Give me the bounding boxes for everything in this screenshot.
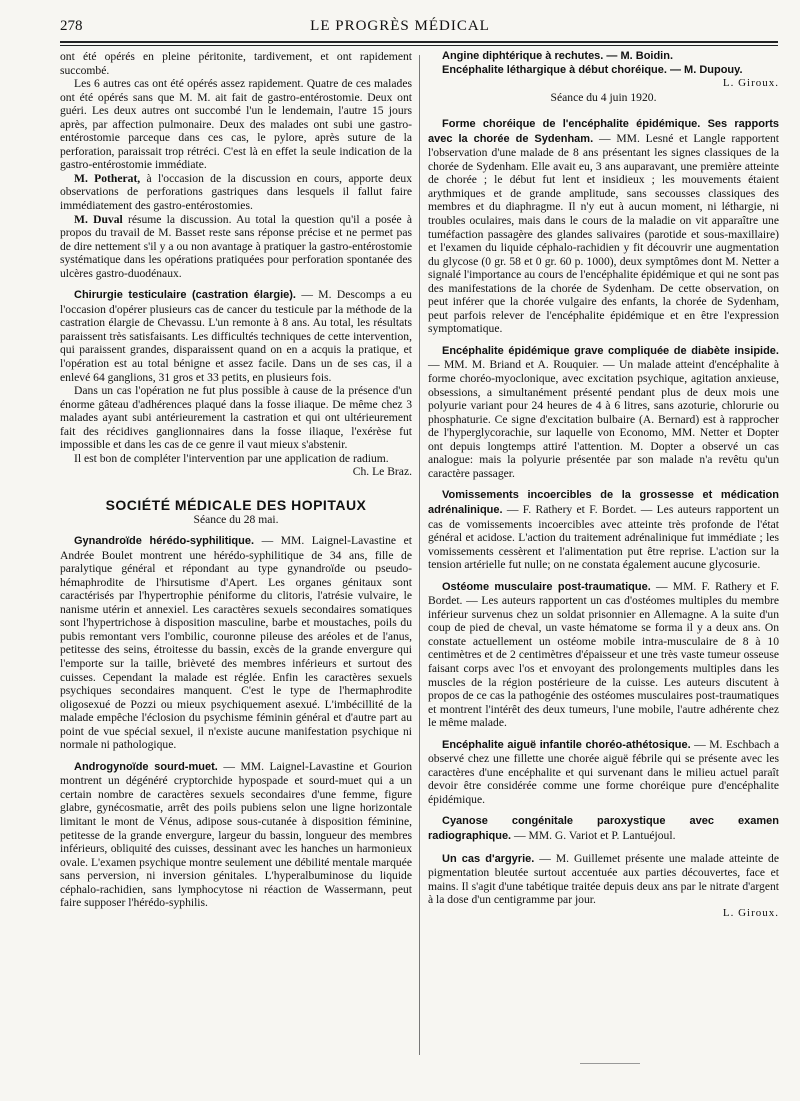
entry-chirurgie: Chirurgie testiculaire (castration élargie). — M. Descomps a eu l'occasion d'opérer plusieurs cas de cancer du testicule par la méthode de la castration élargie de Chevassu. L'un remonte à 8 ans. Au total, les résultats paraissent très satisfaisants. Les difficultés techniques de cette intervention, qui paraissent grandes, disparaissent quand on en a acquis la pratique, et l'opération est au total bénigne et assez facile. Dans un de ses cas, il a enlevé 64 ganglions, 31 gros et 33 petits, en plusieurs fois. xyxy=(60,288,412,384)
session-date: Séance du 28 mai. xyxy=(193,512,279,526)
left-column xyxy=(60,50,412,910)
entry-title: Encéphalite épidémique grave compliquée de diabète insipide. xyxy=(442,344,779,357)
entry-diabete-insipide: Encéphalite épidémique grave compliquée de diabète insipide. — MM. M. Briand et A. Rouquier. — Un malade atteint d'encéphalite à forme choréo-myoclonique, avec excitation psychique, agitation anxieuse, obsessions, a simultanément présenté pendant plus de deux mois une polyurie variant pour 24 heures de 4 à 6 litres, sans azoturie, chlorurie ou phosphaturie. Ce signe d'excitation bulbaire (A. Bernard) est à rapprocher de l'hyperglycorachie, sur laquelle von Economo, MM. Netter et Dopter ont depuis longtemps attiré l'attention. M. Dopter a observé un cas analogue: mais la polyurie présentée par son malade n'a revêtu qu'un caractère passager. xyxy=(428,344,779,480)
entry-encephalite-infantile: Encéphalite aiguë infantile choréo-athétosique. — M. Eschbach a observé chez une fillette une chorée aiguë fébrile qui se présente avec les caractères d'une encéphalite et qui survenant dans le milieu actuel paraît devoir être considérée comme une forme choréique pure d'encéphalite épidémique. xyxy=(428,737,779,806)
entry-title: Encéphalite aiguë infantile choréo-athétosique. xyxy=(442,738,691,751)
entry-encephalite-choree: Encéphalite léthargique à début choréique. — M. Dupouy. xyxy=(442,63,743,76)
entry-argyrie: Un cas d'argyrie. — M. Guillemet présente une malade atteinte de pigmentation bleutée surtout accentuée aux parties découvertes, face et mains. Il s'agit d'une tabétique traitée depuis deux ans par le nitrate d'argent à la dose d'un centigramme par jour. xyxy=(428,851,779,907)
signature: Ch. Le Braz. xyxy=(352,465,412,479)
author-name: M. Potherat, xyxy=(74,171,141,185)
page-number: 278 xyxy=(60,18,83,34)
paragraph: Dans un cas l'opération ne fut plus possible à cause de la présence d'un énorme gâteau d'adhérences plaqué dans la fosse iliaque. De même chez 3 malades ayant subi antérieurement la castration et qui ont ultérieurement fait des récidives ganglionnaires dans la fosse iliaque, l'exérèse fut impossible et dans les cas de ce genre il vaut mieux s'abstenir. xyxy=(60,384,412,452)
entry-forme-choreique: Forme choréique de l'encéphalite épidémique. Ses rapports avec la chorée de Sydenham. — MM. Lesné et Langle rapportent l'observation d'une malade de 8 ans présentant les signes classiques de la chorée de Sydenham. Elle avait eu, 3 ans auparavant, une première atteinte de chorée ; le début fut lent et insidieux ; les mouvements étaient arythmiques et de grande amplitude, sans secousses classiques des membres et du diaphragme. Il n'y eut à aucun moment, ni léthargie, ni troubles oculaires, mais dans le cours de la maladie on vit apparaître une tuméfaction passagère des glandes salivaires (parotide et sous-maxillaire) et l'examen du liquide céphalo-rachidien y fit découvrir une augmentation du glycose (0 gr. 58 et 0 gr. 60 p. 1000), deux symptômes dont M. Netter a signalé l'importance au cours de l'encéphalite épidémique et qui ne sont pas des manifestations de la chorée de Sydenham. De cette observation, on peut inférer que la chorée vulgaire des enfants, la chorée de Sydenham, peut parfois relever de l'encéphalite épidémique et en être l'expression symptomatique. xyxy=(428,118,779,336)
signature: L. Giroux. xyxy=(722,906,779,919)
entry-cyanose: Cyanose congénitale paroxystique avec examen radiographique. — MM. G. Variot et P. Lantuéjoul. xyxy=(428,815,779,842)
right-column xyxy=(428,50,779,920)
header-rule-thin xyxy=(60,45,778,46)
column-divider xyxy=(419,55,420,1055)
entry-angine: Angine diphtérique à rechutes. — M. Boidin. xyxy=(442,50,674,62)
signature: L. Giroux. xyxy=(722,77,779,90)
entry-gynandroide: Gynandroïde hérédo-syphilitique. — MM. Laignel-Lavastine et Andrée Boulet montrent une hérédo-syphilitique de 34 ans, fille de paralytique général et répondant au type gynandroïde ou pseudo-hémaphrodite de l'hirsutisme d'Apert. Les organes génitaux sont caractérisés par l'hypertrophie péniforme du clitoris, l'atrésie vulvaire, le nanisme utérin et annexiel. Les caractères sexuels secondaires somatiques sont l'hypertrichose à disposition masculine, barbe et moustaches, poils du pubis remontant vers l'ombilic, couronne pileuse des aréoles et de l'anus, petitesse des seins, étroitesse du bassin, excès de la grande envergure qui l'emporte sur la taille, brièveté des membres inférieurs et surtout des cuisses. Cependant la malade est réglée. Enfin les caractères sexuels psychiques secondaires manquent. C'est le type de l'hermaphrodite oligosexué de Pozzi ou mieux psychiquement asexué. L'imbécillité de la malade empêche l'éclosion du psychisme féminin général et d'autre part au point de vue spécial sexuel, il n'existe aucune manifestation psychique ni normale ni pathologique. xyxy=(60,534,412,752)
section-heading: SOCIÉTÉ MÉDICALE DES HOPITAUX xyxy=(105,496,367,513)
session-date: Séance du 4 juin 1920. xyxy=(550,90,657,104)
entry-title: Vomissements incoercibles de la grossesse et médication adrénalinique. xyxy=(428,489,779,516)
entry-androgynoide: Androgynoïde sourd-muet. — MM. Laignel-Lavastine et Gourion montrent un dégénéré cryptorchide hypospade et sourd-muet qui a un certain nombre de caractères sexuels secondaires d'une femme, figure glabre, gynécosmatie, arrêt des poils pubiens selon une ligne horizontale limitant le mont de Vénus, adipose sous-cutanée à disposition féminine, petitesse de la grande envergure, largeur du bassin, longueur des membres inférieurs, obliquité des cuisses, dessinant avec les hanches un harmonieux ovale. L'examen psychique montre seulement une débilité mentale marquée sans perversion, ni inversion génitales. L'hyperalbuminose du liquide céphalo-rachidien, sans lymphocytose ni réaction de Wassermann, peut faire supposer l'hérédo-syphilis. xyxy=(60,759,412,910)
entry-title: Un cas d'argyrie. xyxy=(442,852,535,865)
paragraph: M. Duval résume la discussion. Au total la question qu'il a posée à propos du travail de M. Basset reste sans réponse précise et ne permet pas de dire nettement s'il y a ou non avantage à pratiquer la gastro-entérostomie systématique dans les opérations pratiquées pour perforation spontanée des ulcères gastro-duodénaux. xyxy=(60,212,412,280)
paragraph: ont été opérés en pleine péritonite, tardivement, et ont rapidement succombé. xyxy=(60,50,412,77)
entry-osteome: Ostéome musculaire post-traumatique. — MM. F. Rathery et F. Bordet. — Les auteurs rapportent un cas d'ostéomes multiples du membre inférieur survenus chez un soldat prisonnier en Allemagne. A la suite d'un coup de pied de cheval, un vaste hématome se forma il y a deux ans. On constate actuellement un ostéome mobile intra-musculaire de 8 à 10 centimètres et de 2 centimètres d'épaisseur et une très vaste tumeur osseuse faisant corps avec l'os et envoyant des prolongements multiples dans les muscles de la région postérieure de la cuisse. Les auteurs discutent à propos de ce cas la pathogénie des ostéomes musculaires post-traumatiques et montrent l'intérêt des deux tumeurs, l'une mobile, l'autre adhérente chez le même malade. xyxy=(428,579,780,730)
entry-title: Ostéome musculaire post-traumatique. xyxy=(442,580,651,593)
journal-title: LE PROGRÈS MÉDICAL xyxy=(310,18,490,34)
header-rule xyxy=(60,41,778,43)
entry-vomissements: Vomissements incoercibles de la grossesse et médication adrénalinique. — F. Rathery et F. Bordet. — Les auteurs rapportent un cas de vomissements incoercibles avec atteinte très profonde de l'état général et acidose. L'action du traitement adrénalinique fut immédiate ; les vomissements cessèrent et l'alimentation put être reprise. L'action sur la tension artérielle fut nulle; on ne constata également aucune glycosurie. xyxy=(428,489,779,572)
closing-rule xyxy=(580,1063,640,1064)
paragraph: M. Potherat, à l'occasion de la discussion en cours, apporte deux observations de perforations gastriques dans lesquels il fallut faire immédiatement des gastro-entérostomies. xyxy=(60,171,412,213)
author-name: M. Duval xyxy=(74,212,123,226)
entry-title: Androgynoïde sourd-muet. xyxy=(74,760,218,773)
entry-title: Forme choréique de l'encéphalite épidémique. Ses rapports avec la chorée de Sydenham. xyxy=(428,118,779,145)
entry-title: Cyanose congénitale paroxystique avec examen radiographique. xyxy=(428,815,779,842)
entry-title: Chirurgie testiculaire (castration élargie). xyxy=(74,289,296,302)
entry-title: Gynandroïde hérédo-syphilitique. xyxy=(74,535,255,548)
paragraph: Les 6 autres cas ont été opérés assez rapidement. Quatre de ces malades ont été opérés sans que M. M. ait fait de gastro-entérostomie. Deux ont guéri. Les deux autres ont succombé l'un le lendemain, l'autre 15 jours après, par affection pulmonaire. Deux des malades ont subi une gastro-entérostomie parceque dans ces cas, le pylore, après suture de la perforation, paraissait trop rétréci. C'est là en effet la seule indication de la gastro-entérostomie immédiate. xyxy=(60,77,412,172)
paragraph: Il est bon de compléter l'intervention par une application de radium. xyxy=(74,451,389,465)
